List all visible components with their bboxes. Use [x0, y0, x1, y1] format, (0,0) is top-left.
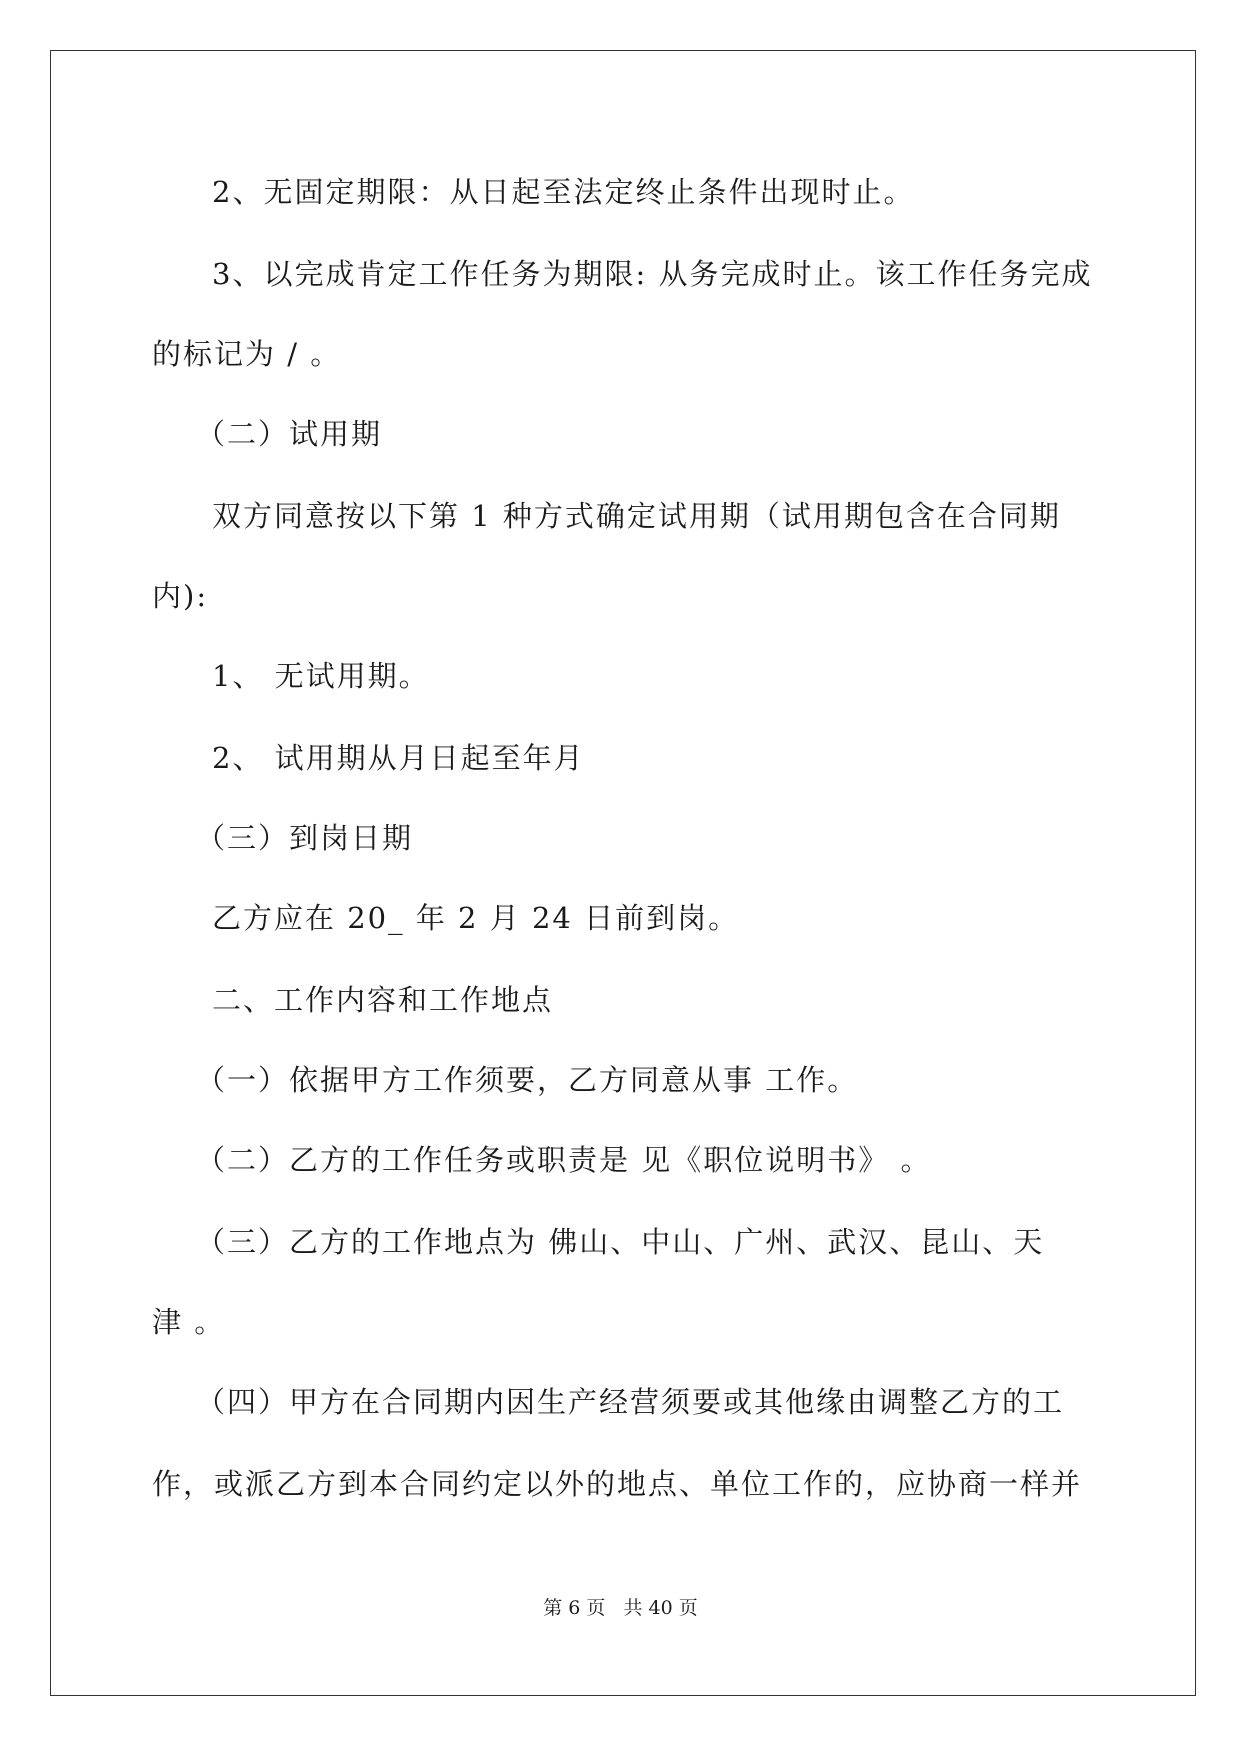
paragraph-line: 津 。 [152, 1305, 226, 1339]
paragraph-line: 内): [152, 579, 209, 613]
paragraph-line: 双方同意按以下第 1 种方式确定试用期（试用期包含在合同期 [212, 499, 1061, 533]
paragraph-line: （二）试用期 [196, 417, 383, 451]
paragraph-line: 2、无固定期限：从日起至法定终止条件出现时止。 [212, 175, 915, 209]
paragraph-line: （二）乙方的工作任务或职责是 见《职位说明书》 。 [196, 1143, 932, 1177]
paragraph-line: （一）依据甲方工作须要，乙方同意从事 工作。 [196, 1063, 859, 1097]
paragraph-line: （四）甲方在合同期内因生产经营须要或其他缘由调整乙方的工 [196, 1385, 1065, 1419]
paragraph-line: （三）乙方的工作地点为 佛山、中山、广州、武汉、昆山、天 [196, 1225, 1045, 1259]
paragraph-line: 的标记为 / 。 [152, 337, 342, 371]
paragraph-line: 乙方应在 20_ 年 2 月 24 日前到岗。 [212, 901, 740, 935]
page-number-footer: 第 6 页 共 40 页 [543, 1597, 698, 1619]
paragraph-line: （三）到岗日期 [196, 821, 414, 855]
page-border [50, 50, 1196, 1696]
paragraph-line: 作，或派乙方到本合同约定以外的地点、单位工作的，应协商一样并 [152, 1467, 1083, 1501]
paragraph-line: 3、以完成肯定工作任务为期限: 从务完成时止。该工作任务完成 [212, 257, 1093, 291]
paragraph-line: 2、 试用期从月日起至年月 [212, 741, 585, 775]
paragraph-line: 1、 无试用期。 [212, 659, 430, 693]
paragraph-line: 二、工作内容和工作地点 [212, 983, 554, 1017]
